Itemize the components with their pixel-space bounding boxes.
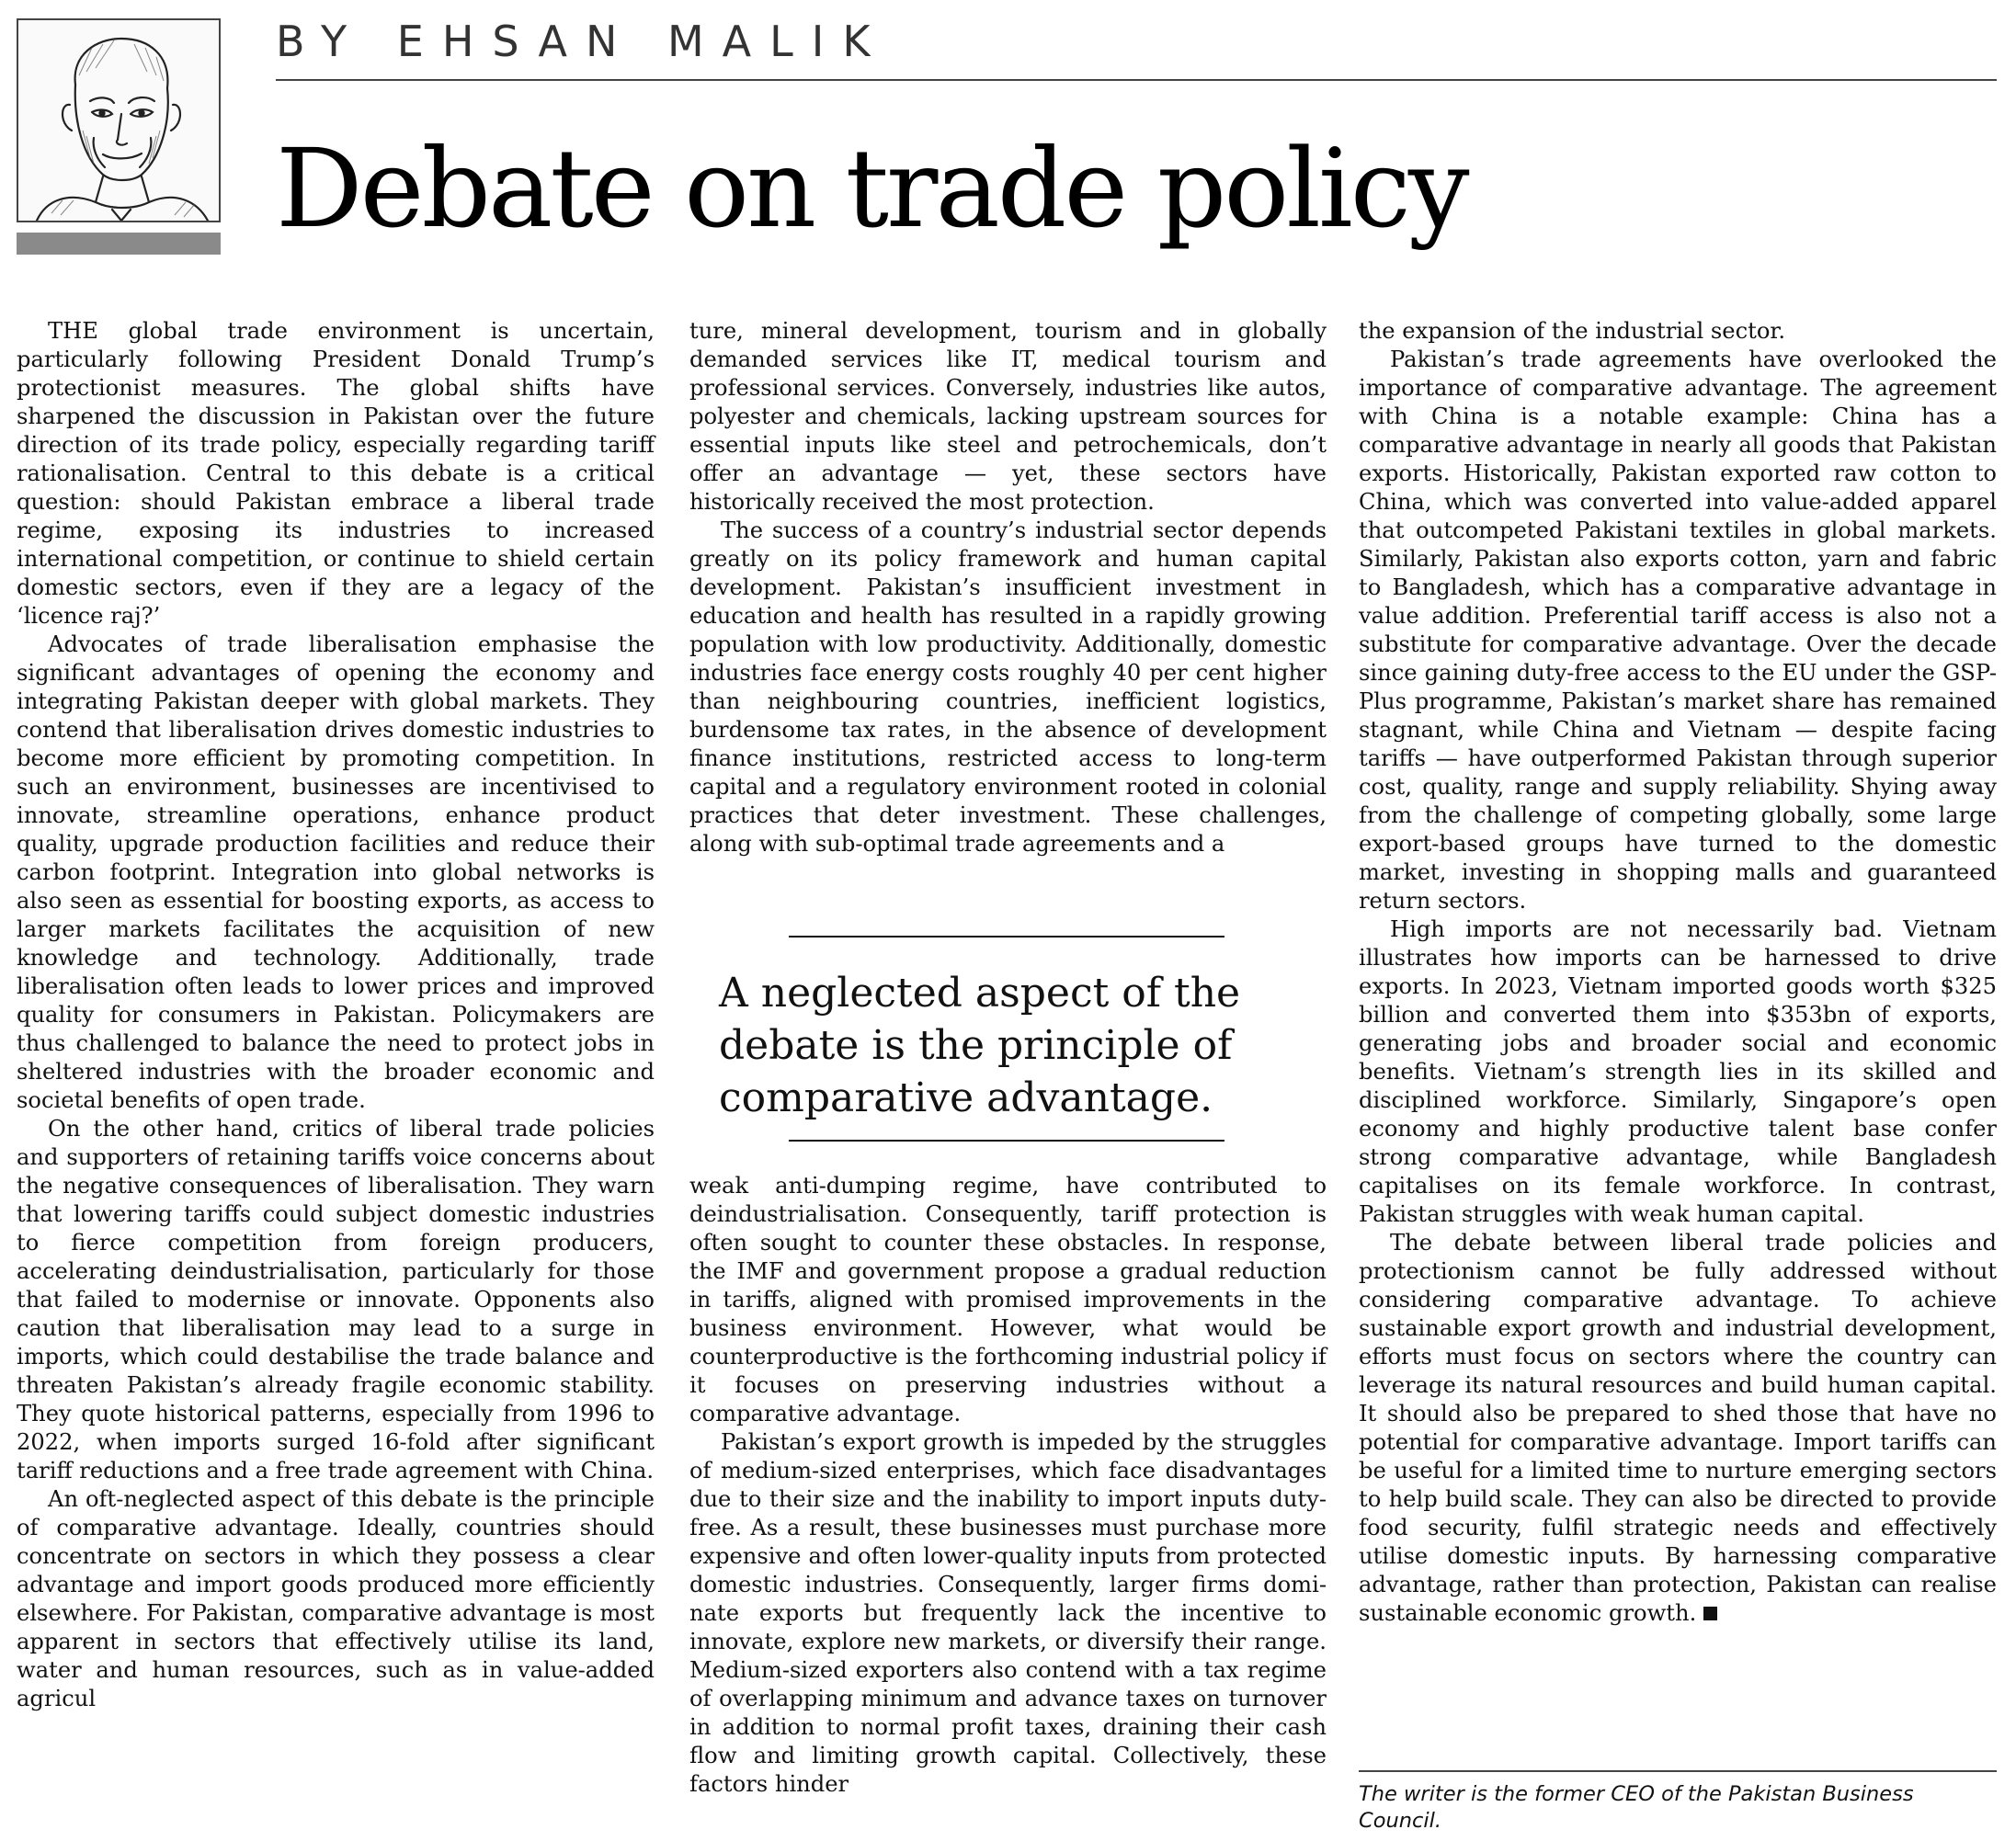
author-portrait xyxy=(17,18,221,222)
paragraph: On the other hand, critics of liberal trade policies and supporters of retaining tariffs voice concerns about the negative consequences of liberalisation. They warn that lowering tariffs could subject domestic industries to fierce competition from foreign producers, accelerating deindustrialisation, particularly for those that failed to modernise or innovate. Opponents also caution that liberalisation may lead to a surge in imports, which could destabilise the trade balance and threaten Pakistan’s already fragile economic stability. They quote historical patterns, especially from 1996 to 2022, when imports surged 16-fold after significant tariff reductions and a free trade agreement with China. xyxy=(17,1116,655,1483)
pull-quote-bottom-rule xyxy=(789,1140,1224,1142)
paragraph: High imports are not necessarily bad. Vietnam illustrates how imports can be harnessed to drive exports. In 2023, Vietnam imported goods worth $325 billion and converted them into $353bn of exports, generating jobs and broader social and economic benefits. Vietnam’s strength lies in its skilled and disciplined workforce. Similarly, Singapore’s open economy and highly productive talent base confer strong comparative advantage, while Bangladesh capitalises on its female workforce. In contrast, Pakistan struggles with weak human capital. xyxy=(1359,916,1997,1227)
paragraph xyxy=(1359,1229,1997,1628)
paragraph: Advocates of trade liberalisation emphasise the significant advantages of opening the economy and integrating Pakistan deeper with global markets. They contend that liberalisation drives domestic industries to become more efficient by promoting competition. In such an environment, businesses are incentivised to innovate, streamline operations, enhance product quality, upgrade production facilities and reduce their carbon footprint. Integration into global networks is also seen as essential for boosting exports, as access to larger markets facilitates the acquisition of new knowledge and technology. Additionally, trade liberalisation often leads to lower prices and improved quality for consumers in Pakistan. Policymakers are thus challenged to balance the need to protect jobs in sheltered industries with the broader economic and societal benefits of open trade. xyxy=(17,631,655,1113)
paragraph: weak anti-dumping regime, have contributed to deindustrialisation. Consequently, tariff protection is often sought to counter these obstacles. In response, the IMF and government propose a gradual reduction in tariffs, aligned with promised improvements in the business environment. However, what would be counterproductive is the forthcoming industrial policy if it focuses on preserving industries without a comparative advantage. xyxy=(689,1173,1327,1426)
paragraph: An oft-neglected aspect of this debate is the principle of comparative advantage. Ideally, countries should concentrate on sectors in which they possess a clear advantage and import goods produced more efficiently elsewhere. For Pakistan, comparative advantage is most apparent in sectors that effectively utilise its land, water and human resources, such as in value-added agricul xyxy=(17,1486,655,1711)
end-mark-icon xyxy=(1703,1607,1717,1620)
paragraph: THE global trade environment is uncertain, particularly following President Donald Trump’s protectionist measures. The global shifts have sharpened the discussion in Pakistan over the future direction of its trade policy, especially regarding tariff rationalisation. Central to this debate is a critical question: should Pakistan embrace a liberal trade regime, exposing its industries to increased international competition, or continue to shield certain domestic sectors, even if they are a legacy of the ‘licence raj?’ xyxy=(17,318,655,629)
pull-quote xyxy=(689,936,1327,1165)
column-2-top xyxy=(689,317,1327,858)
paragraph: The success of a country’s industrial sector depends greatly on its policy framework and human capital development. Pakistan’s insufficient investment in education and health has resulted in a rapidly growing population with low productivity. Additionally, domestic industries face energy costs roughly 40 per cent higher than neighbouring countries, inefficient logistics, burdensome tax rates, in the absence of development finance institutions, restricted access to long-term capital and a regulatory environment rooted in colonial practices that deter investment. These challenges, along with sub-optimal trade agreements and a xyxy=(689,517,1327,857)
byline: BY EHSAN MALIK xyxy=(276,17,889,66)
headline: Debate on trade policy xyxy=(276,125,1467,252)
column-1 xyxy=(17,317,655,1713)
author-note: The writer is the former CEO of the Pakistan Business Council. xyxy=(1359,1782,1914,1833)
paragraph: Pakistan’s export growth is impeded by the struggles of medium-sized enterprises, which face disadvantages due to their size and the inability to import inputs duty-free. As a result, these businesses must purchase more expensive and often lower-quality inputs from protected domestic industries. Consequently, larger firms dominate exports but frequently lack the incentive to innovate, explore new markets, or diversify their range. Medium-sized exporters also contend with a tax regime of overlapping minimum and advance taxes on turnover in addition to normal profit taxes, draining their cash flow and limiting growth capital. Collectively, these factors hinder xyxy=(689,1429,1327,1797)
pull-quote-text: A neglected aspect of the debate is the principle of comparative advantage. xyxy=(719,970,1241,1121)
column-2-bottom xyxy=(689,1172,1327,1799)
pull-quote-top-rule xyxy=(789,936,1224,938)
paragraph: ture, mineral development, tourism and in globally demanded services like IT, medical tourism and professional services. Conversely, industries like autos, polyester and chemicals, lacking upstream sources for essential inputs like steel and petrochemicals, don’t offer an advantage — yet, these sectors have historically received the most protection. xyxy=(689,318,1327,515)
paragraph: Pakistan’s trade agreements have overlooked the importance of comparative advantage. The agreement with China is a notable example: China has a comparative advantage in nearly all goods that Pakistan exports. Historically, Pakistan exported raw cotton to China, which was converted into value-added apparel that outcompeted Pakistani textiles in global markets. Similarly, Pakistan also exports cotton, yarn and fabric to Bangladesh, which has a comparative advantage in value addition. Preferential tariff access is also not a substitute for comparative advantage. Over the decade since gaining duty-free access to the EU under the GSP-Plus programme, Pakistan’s market share has remained stagnant, while China and Vietnam — despite facing tariffs — have outperformed Pakistan through superior cost, quality, range and supply reliability. Shying away from the challenge of competing globally, some large export-based groups have turned to the domestic market, investing in shopping malls and guaranteed return sectors. xyxy=(1359,347,1997,914)
final-paragraph-text: The debate between liberal trade policies and protectionism cannot be fully addressed without considering comparative advantage. To achieve sustainable export growth and industrial development, efforts must focus on sectors where the country can leverage its natural resources and build human capital. It should also be prepared to shed those that have no potential for comparative advantage. Import tariffs can be useful for a limited time to nurture emerging sectors to help build scale. They can also be directed to provide food security, fulfil strategic needs and effectively utilise domestic inputs. By harnessing comparative advantage, rather than protection, Pakistan can realise sustainable economic growth. xyxy=(1359,1230,1997,1626)
portrait-accent-bar xyxy=(17,233,221,255)
author-sketch-icon xyxy=(18,20,219,221)
header-divider xyxy=(276,79,1997,81)
paragraph: the expansion of the industrial sector. xyxy=(1359,318,1786,344)
author-note-divider xyxy=(1359,1770,1997,1772)
column-3 xyxy=(1359,317,1997,1628)
